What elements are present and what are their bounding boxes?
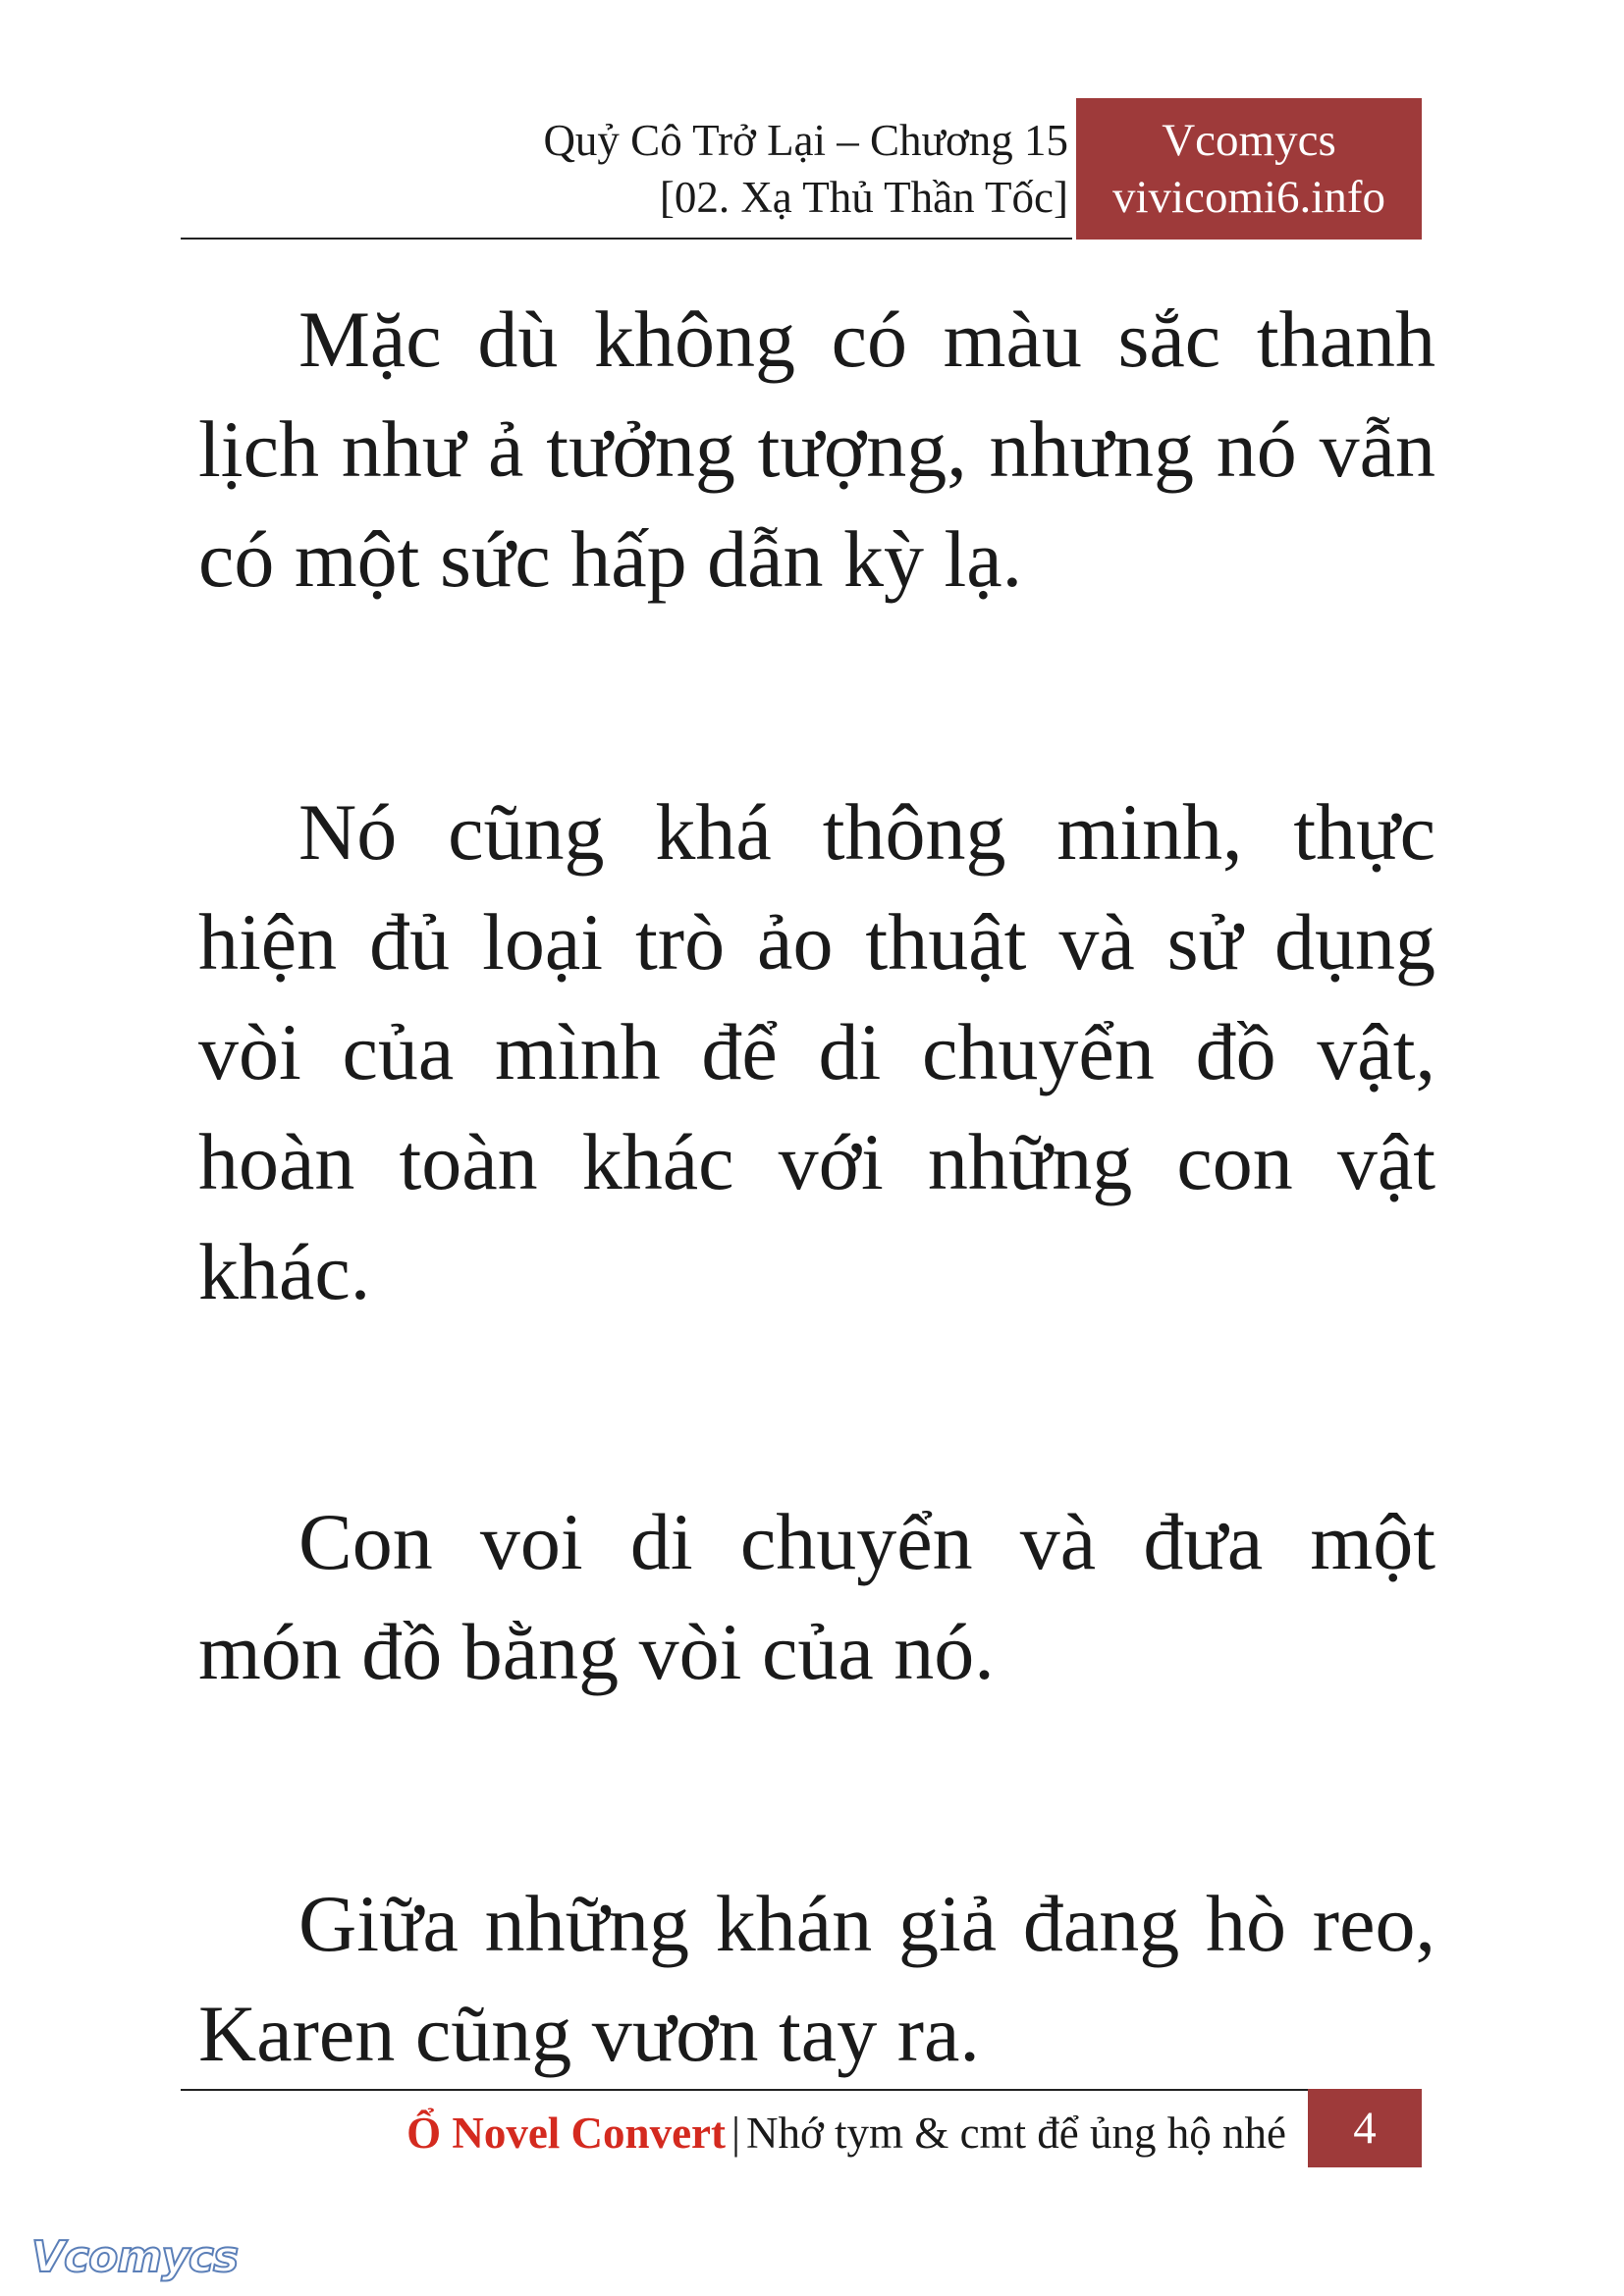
footer-message: Nhớ tym & cmt để ủng hộ nhé: [746, 2109, 1286, 2158]
vcomycs-logo-watermark: [27, 2226, 263, 2285]
footer-credit: [181, 2099, 1286, 2167]
footer-divider: [181, 2089, 1308, 2091]
page-header: [181, 98, 1422, 240]
chapter-title: [181, 98, 1068, 238]
footer-brand: Ổ Novel Convert: [406, 2109, 726, 2158]
header-divider: [181, 238, 1072, 240]
chapter-title-line2: [02. Xạ Thủ Thần Tốc]: [659, 173, 1068, 222]
footer-separator: |: [731, 2109, 741, 2158]
paragraph-4: Giữa những khán giả đang hò reo, Karen cũng vươn tay ra.: [198, 1879, 1435, 2078]
paragraph-2: Nó cũng khá thông minh, thực hiện đủ loại trò ảo thuật và sử dụng vòi của mình để di chuyển đồ vật, hoàn toàn khác với những con vật khác.: [198, 787, 1435, 1316]
svg-text:Vcomycs: Vcomycs: [31, 2232, 239, 2282]
site-url: vivicomi6.info: [1111, 172, 1386, 223]
page-number: 4: [1308, 2089, 1422, 2167]
page-footer: [181, 2089, 1422, 2169]
site-badge: [1076, 98, 1422, 240]
paragraph-3: Con voi di chuyển và đưa một món đồ bằng vòi của nó.: [198, 1497, 1435, 1696]
chapter-title-line1: Quỷ Cô Trở Lại – Chương 15: [543, 116, 1068, 165]
site-name: Vcomycs: [1162, 115, 1336, 166]
paragraph-1: Mặc dù không có màu sắc thanh lịch như ả tưởng tượng, nhưng nó vẫn có một sức hấp dẫn kỳ lạ.: [198, 294, 1435, 604]
